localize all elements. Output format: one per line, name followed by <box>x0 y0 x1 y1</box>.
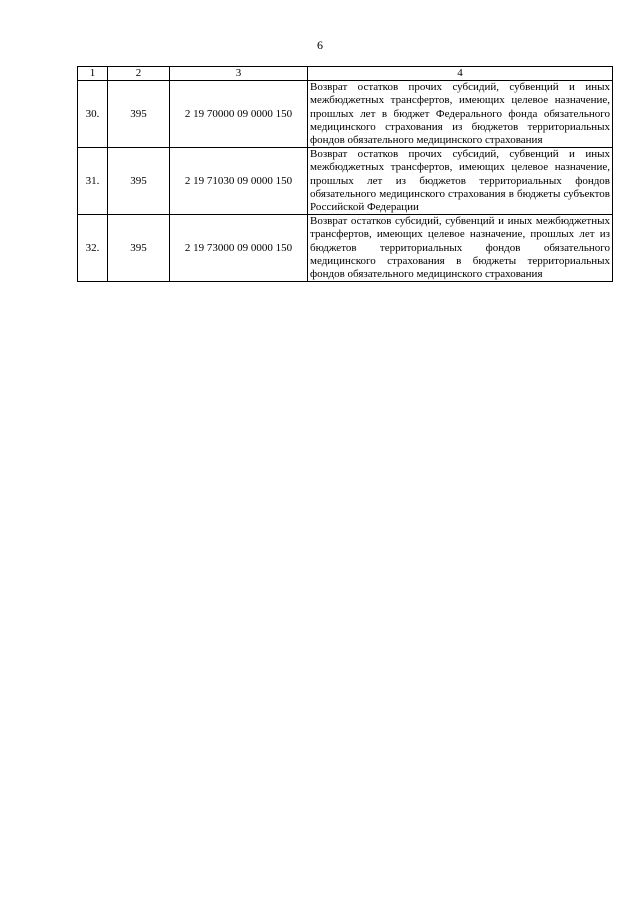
income-description: Возврат остатков субсидий, субвенций и иных межбюджетных трансфертов, имеющих целевое назначение, прошлых лет из бюджетов территориальных фондов обязательного медицинского страхования в бюджеты территориальных фондов обязательного медицинского страхования <box>308 215 613 282</box>
table-row <box>78 81 613 148</box>
column-header-4: 4 <box>308 67 613 81</box>
column-header-1: 1 <box>78 67 108 81</box>
administrator-code: 395 <box>108 81 170 148</box>
budget-codes-table <box>77 66 613 282</box>
column-header-3: 3 <box>170 67 308 81</box>
table-row <box>78 148 613 215</box>
table-row <box>78 215 613 282</box>
income-description: Возврат остатков прочих субсидий, субвенций и иных межбюджетных трансфертов, имеющих целевое назначение, прошлых лет в бюджет Федерального фонда обязательного медицинского страхования из бюджетов территориальных фондов обязательного медицинского страхования <box>308 81 613 148</box>
budget-classification-code: 2 19 73000 09 0000 150 <box>170 215 308 282</box>
row-number: 32. <box>78 215 108 282</box>
budget-classification-code: 2 19 71030 09 0000 150 <box>170 148 308 215</box>
page-number: 6 <box>317 38 323 52</box>
row-number: 30. <box>78 81 108 148</box>
income-description: Возврат остатков прочих субсидий, субвенций и иных межбюджетных трансфертов, имеющих целевое назначение, прошлых лет из бюджетов территориальных фондов обязательного медицинского страхования в бюджеты субъектов Российской Федерации <box>308 148 613 215</box>
row-number: 31. <box>78 148 108 215</box>
administrator-code: 395 <box>108 215 170 282</box>
column-header-2: 2 <box>108 67 170 81</box>
administrator-code: 395 <box>108 148 170 215</box>
budget-classification-code: 2 19 70000 09 0000 150 <box>170 81 308 148</box>
table-header-row <box>78 67 613 81</box>
